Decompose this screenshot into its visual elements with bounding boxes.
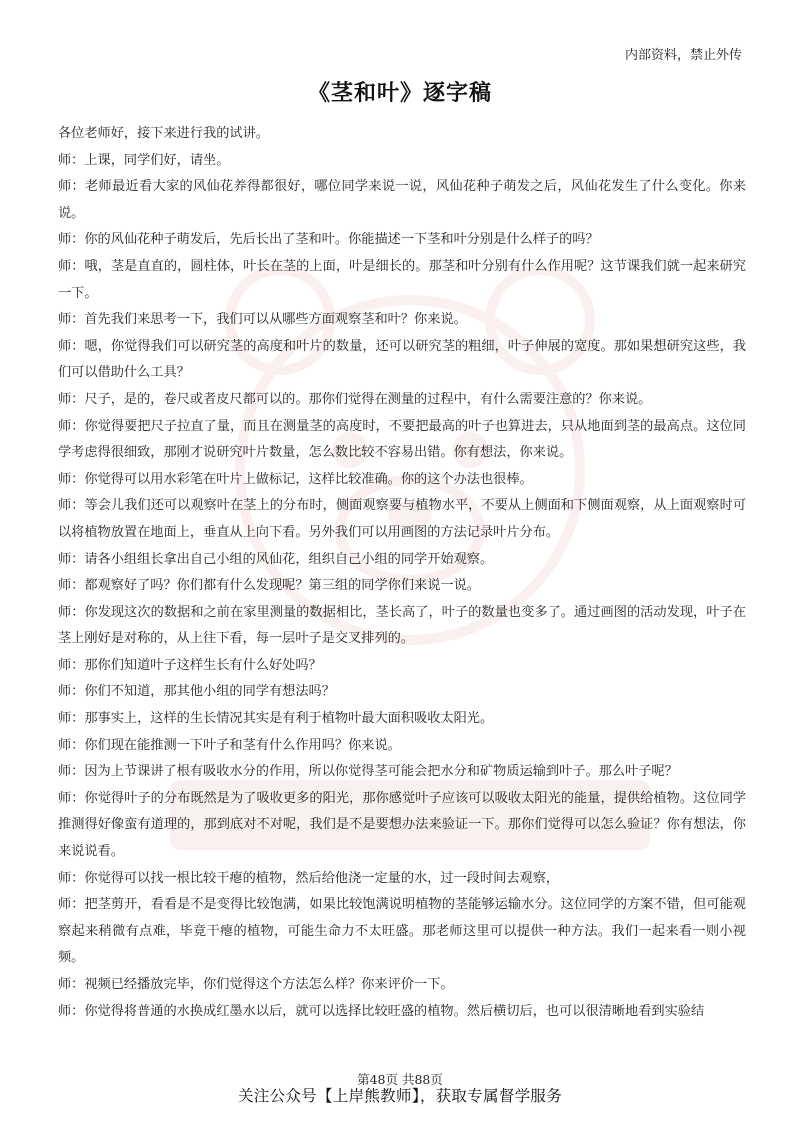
paragraph: 师：老师最近看大家的风仙花养得都很好，哪位同学来说一说，风仙花种子萌发之后，风仙花发生了什么变化。你来说。: [58, 179, 746, 221]
paragraph: 师：因为上节课讲了根有吸收水分的作用，所以你觉得茎可能会把水分和矿物质运输到叶子。那么叶子呢？: [58, 764, 678, 780]
paragraph: 师：你们现在能推测一下叶子和茎有什么作用吗？你来说。: [58, 737, 401, 753]
paragraph: 师：都观察好了吗？你们都有什么发现呢？第三组的同学你们来说一说。: [58, 578, 480, 594]
paragraph: 师：你觉得可以找一根比较干瘪的植物，然后给他浇一定量的水，过一段时间去观察，: [58, 870, 560, 886]
confidential-note: 内部资料，禁止外传: [624, 48, 742, 63]
paragraph: 师：你的风仙花种子萌发后，先后长出了茎和叶。你能描述一下茎和叶分别是什么样子的吗？: [58, 232, 599, 248]
paragraph: 师：首先我们来思考一下，我们可以从哪些方面观察茎和叶？你来说。: [58, 312, 467, 328]
paragraph: 师：你觉得将普通的水换成红墨水以后，就可以选择比较旺盛的植物。然后横切后，也可以很清晰地看到实验结: [58, 1003, 705, 1019]
paragraph: 师：上课，同学们好，请坐。: [58, 152, 230, 168]
paragraph: 师：你觉得要把尺子拉直了量，而且在测量茎的高度时，不要把最高的叶子也算进去，只从地面到茎的最高点。这位同学考虑得很细致，那刚才说研究叶片数量，怎么数比较不容易出错。你有想法，你来说。: [58, 418, 746, 461]
page-number: 第48页 共88页: [357, 1072, 443, 1087]
paragraph: 师：嗯，你觉得我们可以研究茎的高度和叶片的数量，还可以研究茎的粗细，叶子伸展的宽度。那如果想研究这些，我们可以借助什么工具？: [58, 338, 746, 381]
paragraph: 师：那事实上，这样的生长情况其实是有利于植物叶最大面积吸收太阳光。: [58, 711, 494, 727]
paragraph: 师：等会儿我们还可以观察叶在茎上的分布时，侧面观察要与植物水平，不要从上侧面和下侧面观察，从上面观察时可以将植物放置在地面上，垂直从上向下看。另外我们可以用画图的方法记录叶片分布。: [58, 498, 746, 540]
paragraph: 师：把茎剪开，看看是不是变得比较饱满，如果比较饱满说明植物的茎能够运输水分。这位同学的方案不错，但可能观察起来稍微有点难，毕竟干瘪的植物，可能生命力不太旺盛。那老师这里可以提供一种方法。我们一起来看一则小视频。: [58, 897, 746, 966]
paragraph: 师：哦，茎是直直的，圆柱体，叶长在茎的上面，叶是细长的。那茎和叶分别有什么作用呢？这节课我们就一起来研究一下。: [58, 258, 746, 301]
paragraph: 师：你们不知道，那其他小组的同学有想法吗？: [58, 684, 335, 700]
footer-promo: 关注公众号【上岸熊教师】，获取专属督学服务: [237, 1087, 563, 1105]
paragraph: 各位老师好，接下来进行我的试讲。: [58, 126, 269, 141]
page-title: 《茎和叶》逐字稿: [307, 80, 492, 106]
paragraph: 师：尺子，是的，卷尺或者皮尺都可以的。那你们觉得在测量的过程中，有什么需要注意的？你来说。: [58, 391, 652, 407]
paragraph: 师：那你们知道叶子这样生长有什么好处吗？: [58, 657, 322, 673]
paragraph: 师：你觉得可以用水彩笔在叶片上做标记，这样比较准确。你的这个办法也很棒。: [58, 471, 533, 487]
paragraph: 师：你觉得叶子的分布既然是为了吸收更多的阳光，那你感觉叶子应该可以吸收太阳光的能量，提供给植物。这位同学推测得好像蛮有道理的，那到底对不对呢，我们是不是要想办法来验证一下。那你们觉得可以怎么验证？你有想法，你来说说看。: [58, 790, 746, 860]
paragraph: 师：你发现这次的数据和之前在家里测量的数据相比，茎长高了，叶子的数量也变多了。通过画图的活动发现，叶子在茎上刚好是对称的，从上往下看，每一层叶子是交叉排列的。: [58, 604, 746, 647]
paragraph: 师：请各小组组长拿出自己小组的风仙花，组织自己小组的同学开始观察。: [58, 551, 494, 567]
transcript-body: [58, 121, 746, 1025]
paragraph: 师：视频已经播放完毕，你们觉得这个方法怎么样？你来评价一下。: [58, 977, 454, 992]
